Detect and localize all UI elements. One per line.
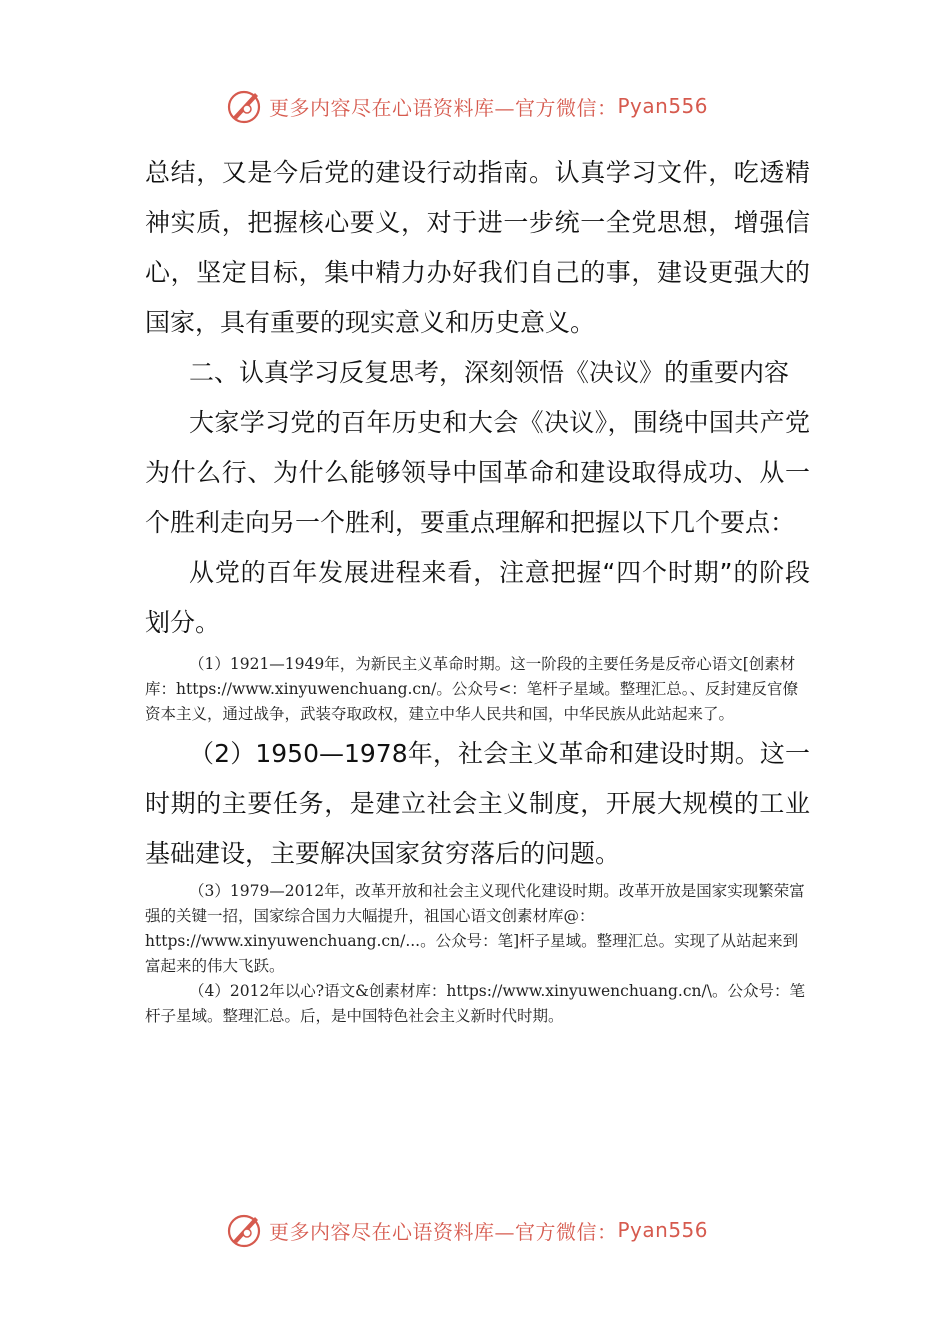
header-banner: [225, 84, 745, 128]
header-banner-text: 更多内容尽在心语资料库—官方微信：: [269, 95, 618, 120]
footer-banner-text: 更多内容尽在心语资料库—官方微信：: [269, 1219, 618, 1244]
period-item-3: （3）1979—2012年，改革开放和社会主义现代化建设时期。改革开放是国家实现繁荣富强的关键一招，国家综合国力大幅提升，祖国心语文创素材库@：https://www.xinyuwenchuang.cn/...。公众号：笔]杆子星域。整理汇总。实现了从站起来到富起来的伟大飞跃。: [145, 882, 805, 975]
period-item-4: （4）2012年以心?语文&创素材库：https://www.xinyuwenchuang.cn/\。公众号：笔杆子星域。整理汇总。后，是中国特色社会主义新时代时期。: [145, 982, 805, 1025]
footer-banner: [225, 1208, 745, 1252]
period-item-1: （1）1921—1949年，为新民主义革命时期。这一阶段的主要任务是反帝心语文[创素材库：https://www.xinyuwenchuang.cn/。公众号<：笔杆子星域。整理汇总。、反封建反官僚资本主义，通过战争，武装夺取政权，建立中华人民共和国，中华民族从此站起来了。: [145, 655, 799, 723]
quill-logo-icon: [225, 1211, 263, 1249]
section-heading-two: 二、认真学习反复思考，深刻领悟《决议》的重要内容: [189, 358, 790, 387]
document-body: [145, 148, 810, 1029]
footer-wechat-id: Pyan556: [617, 1218, 709, 1242]
header-wechat-id: Pyan556: [617, 94, 709, 118]
period-item-2: （2）1950—1978年，社会主义革命和建设时期。这一时期的主要任务，是建立社会主义制度，开展大规模的工业基础建设，主要解决国家贫穷落后的问题。: [145, 739, 810, 868]
paragraph-four-periods: 从党的百年发展进程来看，注意把握“四个时期”的阶段划分。: [145, 558, 810, 637]
paragraph-summary: 总结，又是今后党的建设行动指南。认真学习文件，吃透精神实质，把握核心要义，对于进一步统一全党思想，增强信心，坚定目标，集中精力办好我们自己的事，建设更强大的国家，具有重要的现实意义和历史意义。: [145, 158, 810, 337]
quill-logo-icon: [225, 87, 263, 125]
paragraph-key-points: 大家学习党的百年历史和大会《决议》，围绕中国共产党为什么行、为什么能够领导中国革命和建设取得成功、从一个胜利走向另一个胜利，要重点理解和把握以下几个要点：: [145, 408, 810, 537]
